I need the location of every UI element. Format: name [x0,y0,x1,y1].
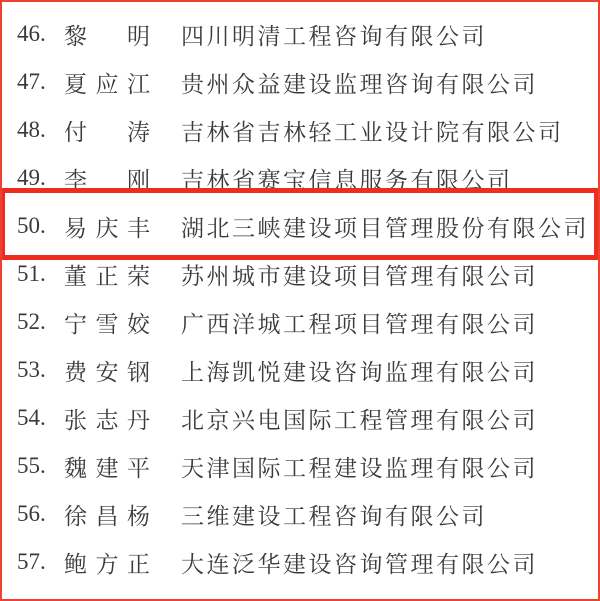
list-item [2,58,598,106]
person-name: 宁雪姣 [64,311,150,337]
rank-number: 46. [17,21,46,46]
rank-number: 47. [17,69,46,94]
company-name: 大连泛华建设咨询管理有限公司 [181,551,538,577]
person-name: 费安钢 [64,359,150,385]
company-name: 北京兴电国际工程管理有限公司 [181,407,538,433]
person-name: 鲍方正 [64,551,150,577]
list-item [2,346,598,394]
list-item [2,442,598,490]
person-name: 易庆丰 [64,215,150,241]
rank-number: 48. [17,117,46,142]
rank-number: 56. [17,501,46,526]
list-item [2,10,598,58]
person-name: 徐昌杨 [64,503,150,529]
person-name: 付涛 [64,119,150,145]
company-name: 湖北三峡建设项目管理股份有限公司 [181,215,589,241]
list-item [2,490,598,538]
rank-number: 55. [17,453,46,478]
list-item [2,298,598,346]
person-name: 夏应江 [64,71,150,97]
person-name: 黎明 [64,23,150,49]
rank-number: 52. [17,309,46,334]
rank-number: 54. [17,405,46,430]
list-item [2,250,598,298]
list-item [2,394,598,442]
company-name: 贵州众益建设监理咨询有限公司 [181,71,538,97]
list-item [2,154,598,202]
person-name: 董正荣 [64,263,150,289]
company-name: 吉林省吉林轻工业设计院有限公司 [181,119,564,145]
rank-number: 51. [17,261,46,286]
company-name: 广西洋城工程项目管理有限公司 [181,311,538,337]
rank-number: 50. [17,213,46,238]
rank-number: 57. [17,549,46,574]
list-item [2,538,598,586]
company-name: 三维建设工程咨询有限公司 [181,503,487,529]
company-name: 四川明清工程咨询有限公司 [181,23,487,49]
person-name: 张志丹 [64,407,150,433]
rank-number: 53. [17,357,46,382]
list-item-highlighted [2,202,598,250]
rank-number: 49. [17,165,46,190]
company-name: 吉林省赛宝信息服务有限公司 [181,167,513,193]
person-name: 李刚 [64,167,150,193]
company-name: 上海凯悦建设咨询监理有限公司 [181,359,538,385]
company-name: 苏州城市建设项目管理有限公司 [181,263,538,289]
company-name: 天津国际工程建设监理有限公司 [181,455,538,481]
list-item [2,106,598,154]
person-name: 魏建平 [64,455,150,481]
